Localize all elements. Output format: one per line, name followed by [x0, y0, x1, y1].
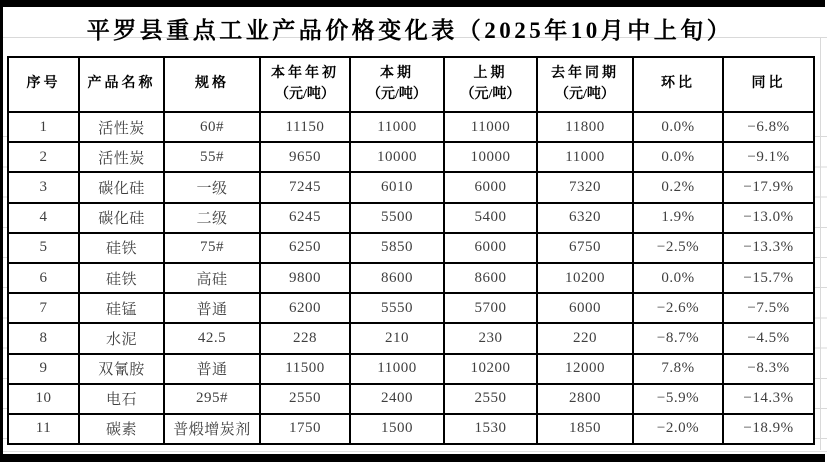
header-line2: （元/吨）	[460, 86, 521, 102]
cell-previous-price: 6000	[444, 233, 537, 263]
cell-year-start-price: 228	[260, 323, 350, 353]
cell-spec: 二级	[164, 203, 260, 233]
cell-product-name: 硅铁	[79, 233, 164, 263]
cell-product-name: 硅锰	[79, 293, 164, 323]
col-header-yoy-change	[723, 57, 814, 112]
cell-last-year-price: 1850	[537, 414, 633, 444]
cell-mom-change: 7.8%	[633, 354, 723, 384]
cell-index: 2	[8, 142, 79, 172]
cell-previous-price: 1530	[444, 414, 537, 444]
cell-mom-change: −5.9%	[633, 384, 723, 414]
cell-year-start-price: 6245	[260, 203, 350, 233]
col-header-mom-change	[633, 57, 723, 112]
cell-index: 6	[8, 263, 79, 293]
cell-product-name: 电石	[79, 384, 164, 414]
table-body	[8, 112, 814, 444]
cell-spec: 普通	[164, 354, 260, 384]
cell-spec: 60#	[164, 112, 260, 142]
cell-previous-price: 11000	[444, 112, 537, 142]
cell-mom-change: 0.0%	[633, 142, 723, 172]
cell-spec: 一级	[164, 172, 260, 202]
cell-index: 3	[8, 172, 79, 202]
table-row	[8, 233, 814, 263]
cell-mom-change: −8.7%	[633, 323, 723, 353]
cell-index: 1	[8, 112, 79, 142]
col-header-year-start-price	[260, 57, 350, 112]
table-row	[8, 414, 814, 444]
cell-previous-price: 6000	[444, 172, 537, 202]
cell-product-name: 活性炭	[79, 112, 164, 142]
cell-yoy-change: −6.8%	[723, 112, 814, 142]
cell-yoy-change: −13.0%	[723, 203, 814, 233]
cell-product-name: 碳化硅	[79, 203, 164, 233]
cell-current-price: 1500	[350, 414, 444, 444]
cell-product-name: 硅铁	[79, 263, 164, 293]
left-border-bar	[0, 0, 3, 462]
table-row	[8, 263, 814, 293]
cell-current-price: 8600	[350, 263, 444, 293]
cell-year-start-price: 9650	[260, 142, 350, 172]
cell-current-price: 5550	[350, 293, 444, 323]
header-line1: 产品名称	[87, 76, 156, 92]
cell-index: 9	[8, 354, 79, 384]
price-table	[7, 56, 815, 445]
cell-index: 8	[8, 323, 79, 353]
cell-year-start-price: 6200	[260, 293, 350, 323]
cell-spec: 普通	[164, 293, 260, 323]
cell-product-name: 碳化硅	[79, 172, 164, 202]
cell-mom-change: −2.0%	[633, 414, 723, 444]
cell-last-year-price: 10200	[537, 263, 633, 293]
cell-year-start-price: 1750	[260, 414, 350, 444]
cell-current-price: 6010	[350, 172, 444, 202]
cell-previous-price: 8600	[444, 263, 537, 293]
cell-current-price: 10000	[350, 142, 444, 172]
cell-last-year-price: 7320	[537, 172, 633, 202]
cell-spec: 55#	[164, 142, 260, 172]
cell-year-start-price: 9800	[260, 263, 350, 293]
table-row	[8, 172, 814, 202]
cell-yoy-change: −14.3%	[723, 384, 814, 414]
cell-last-year-price: 6000	[537, 293, 633, 323]
header-line1: 同比	[751, 76, 786, 92]
cell-previous-price: 2550	[444, 384, 537, 414]
cell-year-start-price: 11500	[260, 354, 350, 384]
table-row	[8, 323, 814, 353]
cell-yoy-change: −18.9%	[723, 414, 814, 444]
header-line1: 环比	[661, 76, 695, 92]
header-line1: 去年同期	[551, 66, 619, 82]
cell-previous-price: 10000	[444, 142, 537, 172]
cell-yoy-change: −13.3%	[723, 233, 814, 263]
col-header-current-price	[350, 57, 444, 112]
faint-gridline-horizontal	[3, 451, 827, 452]
col-header-product-name	[79, 57, 164, 112]
cell-product-name: 双氰胺	[79, 354, 164, 384]
cell-current-price: 210	[350, 323, 444, 353]
header-line1: 规格	[195, 76, 229, 92]
cell-index: 11	[8, 414, 79, 444]
cell-spec: 普煅增炭剂	[164, 414, 260, 444]
cell-year-start-price: 7245	[260, 172, 350, 202]
col-header-previous-price	[444, 57, 537, 112]
cell-spec: 75#	[164, 233, 260, 263]
cell-last-year-price: 12000	[537, 354, 633, 384]
cell-spec: 42.5	[164, 323, 260, 353]
header-line1: 上期	[473, 66, 508, 82]
cell-year-start-price: 6250	[260, 233, 350, 263]
cell-product-name: 活性炭	[79, 142, 164, 172]
cell-mom-change: −2.6%	[633, 293, 723, 323]
col-header-last-year-price	[537, 57, 633, 112]
cell-product-name: 水泥	[79, 323, 164, 353]
cell-current-price: 2400	[350, 384, 444, 414]
cell-yoy-change: −4.5%	[723, 323, 814, 353]
header-line2: （元/吨）	[275, 86, 335, 102]
cell-index: 7	[8, 293, 79, 323]
table-row	[8, 354, 814, 384]
table-row	[8, 142, 814, 172]
cell-mom-change: 0.2%	[633, 172, 723, 202]
header-line2: （元/吨）	[367, 86, 427, 102]
cell-last-year-price: 220	[537, 323, 633, 353]
table-row	[8, 203, 814, 233]
header-line1: 序号	[26, 76, 61, 92]
cell-current-price: 5850	[350, 233, 444, 263]
cell-previous-price: 5400	[444, 203, 537, 233]
cell-mom-change: 0.0%	[633, 263, 723, 293]
cell-index: 5	[8, 233, 79, 263]
table-row	[8, 293, 814, 323]
cell-mom-change: −2.5%	[633, 233, 723, 263]
cell-mom-change: 1.9%	[633, 203, 723, 233]
top-border-bar	[0, 0, 825, 7]
header-line1: 本期	[380, 66, 414, 82]
cell-yoy-change: −7.5%	[723, 293, 814, 323]
cell-yoy-change: −17.9%	[723, 172, 814, 202]
cell-yoy-change: −8.3%	[723, 354, 814, 384]
cell-yoy-change: −15.7%	[723, 263, 814, 293]
bottom-border-bar	[0, 454, 825, 462]
cell-index: 10	[8, 384, 79, 414]
cell-previous-price: 230	[444, 323, 537, 353]
table-header-row	[8, 57, 814, 112]
cell-spec: 高硅	[164, 263, 260, 293]
cell-spec: 295#	[164, 384, 260, 414]
cell-current-price: 11000	[350, 112, 444, 142]
col-header-index	[8, 57, 79, 112]
cell-last-year-price: 6320	[537, 203, 633, 233]
cell-product-name: 碳素	[79, 414, 164, 444]
cell-last-year-price: 6750	[537, 233, 633, 263]
cell-last-year-price: 11800	[537, 112, 633, 142]
cell-current-price: 5500	[350, 203, 444, 233]
cell-last-year-price: 11000	[537, 142, 633, 172]
cell-index: 4	[8, 203, 79, 233]
header-line1: 本年年初	[271, 66, 339, 82]
faint-gridlines-right-margin	[813, 107, 827, 444]
table-row	[8, 112, 814, 142]
col-header-spec	[164, 57, 260, 112]
cell-last-year-price: 2800	[537, 384, 633, 414]
cell-previous-price: 5700	[444, 293, 537, 323]
table-row	[8, 384, 814, 414]
header-line2: （元/吨）	[555, 86, 615, 102]
cell-previous-price: 10200	[444, 354, 537, 384]
cell-mom-change: 0.0%	[633, 112, 723, 142]
table-title: 平罗县重点工业产品价格变化表（2025年10月中上旬）	[86, 18, 734, 43]
cell-yoy-change: −9.1%	[723, 142, 814, 172]
cell-year-start-price: 11150	[260, 112, 350, 142]
cell-current-price: 11000	[350, 354, 444, 384]
cell-year-start-price: 2550	[260, 384, 350, 414]
